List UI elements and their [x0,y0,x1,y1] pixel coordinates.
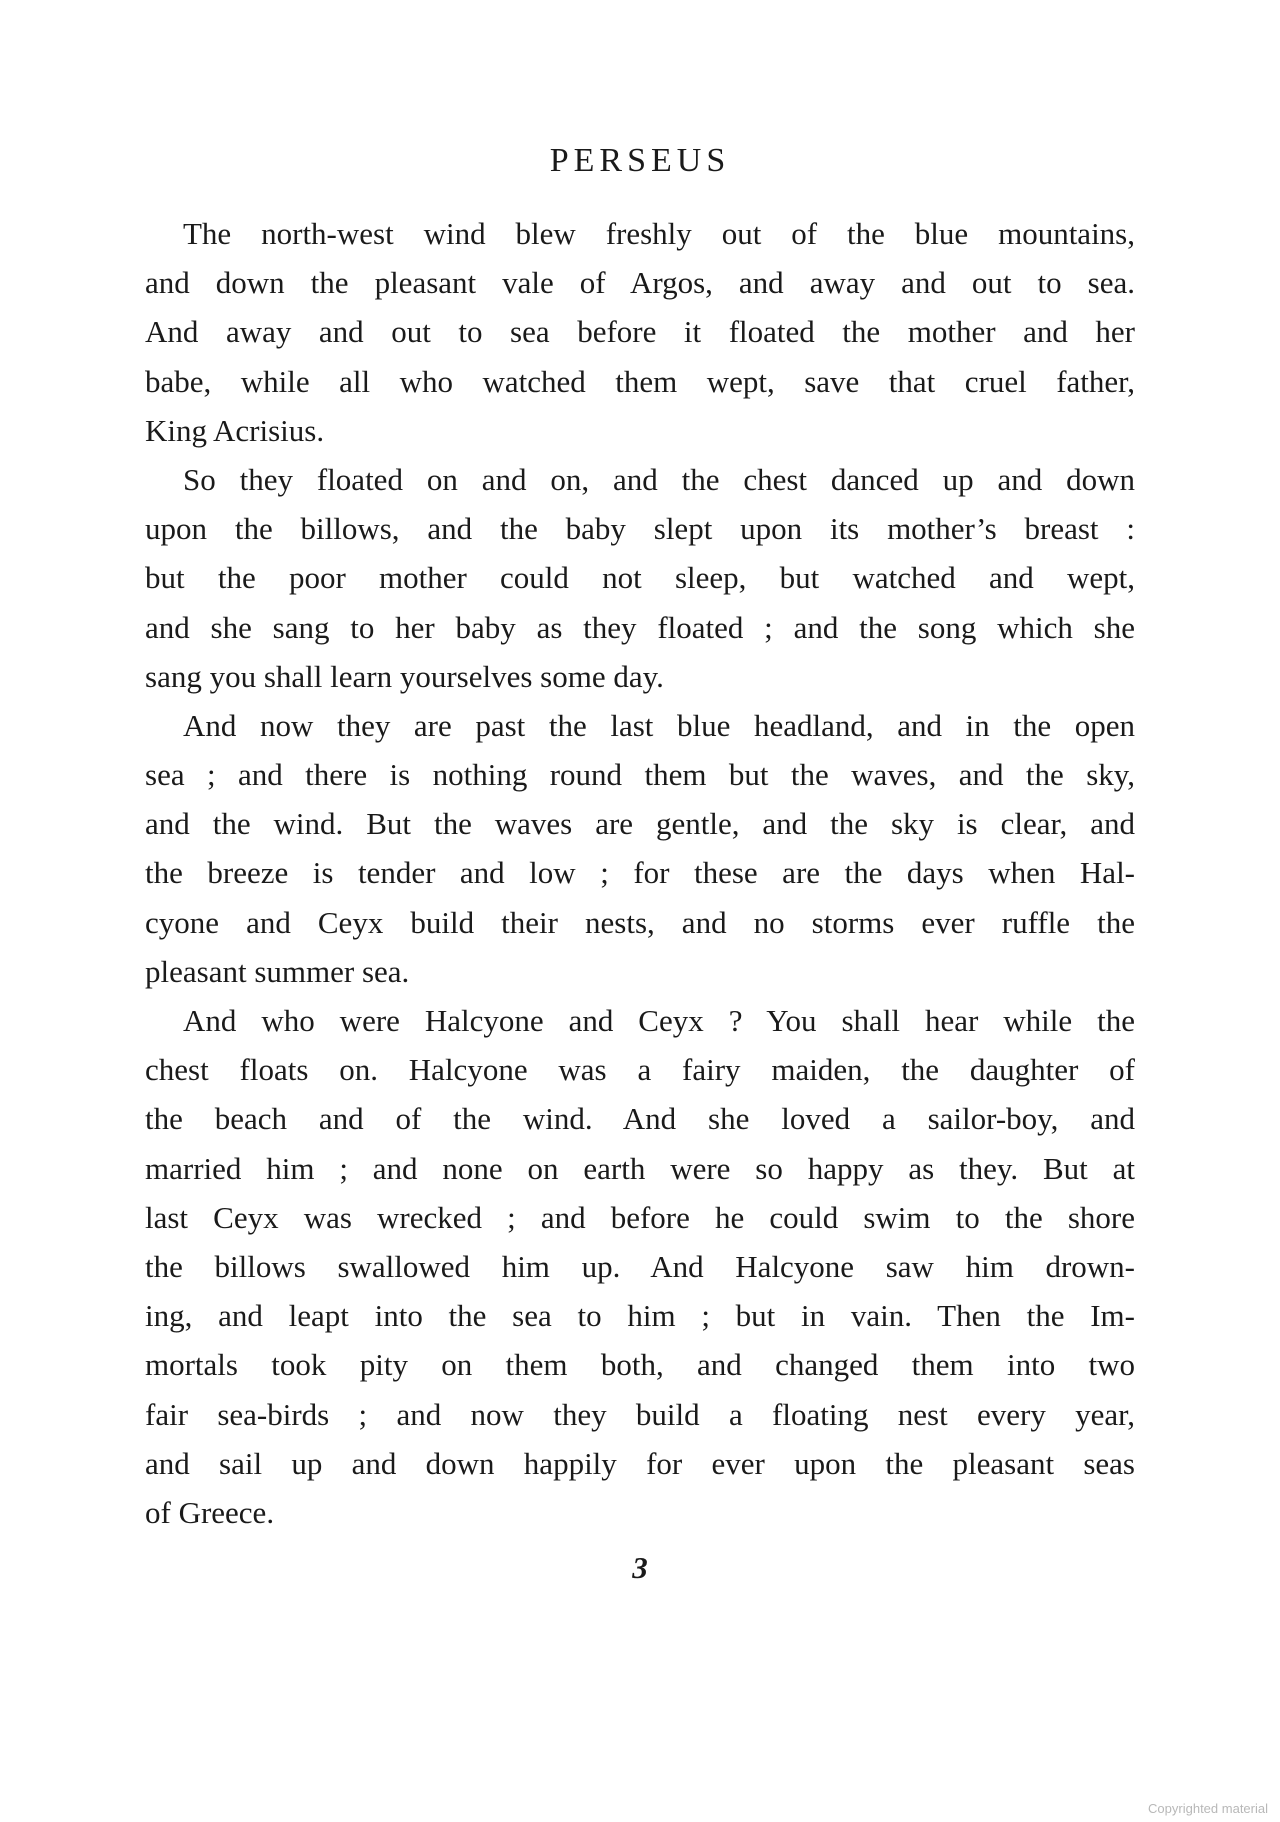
body-text [145,209,1135,1537]
text-line: pleasant summer sea. [145,953,410,989]
text-line: cyone and Ceyx build their nests, and no storms ever ruffle the [145,904,1135,940]
text-line: and down the pleasant vale of Argos, and away and out to sea. [145,265,1135,301]
text-line: last Ceyx was wrecked ; and before he could swim to the shore [145,1199,1135,1235]
text-line: babe, while all who watched them wept, save that cruel father, [145,363,1135,399]
text-line: King Acrisius. [145,412,325,448]
text-line: and the wind. But the waves are gentle, and the sky is clear, and [145,806,1135,842]
text-line: and she sang to her baby as they floated ; and the song which she [145,609,1135,645]
text-line: the breeze is tender and low ; for these are the days when Hal- [145,855,1135,891]
text-line: The north-west wind blew freshly out of the blue mountains, [183,216,1135,251]
text-line: and sail up and down happily for ever upon the pleasant seas [145,1445,1135,1481]
text-line: married him ; and none on earth were so happy as they. But at [145,1150,1135,1186]
running-head: PERSEUS [549,142,731,179]
text-line: of Greece. [145,1494,275,1530]
text-line: sang you shall learn yourselves some day. [145,658,664,694]
text-line: So they floated on and on, and the chest danced up and down [183,461,1135,497]
text-line: the beach and of the wind. And she loved a sailor-boy, and [145,1101,1135,1137]
paragraph [145,996,1135,1537]
text-line: And now they are past the last blue headland, and in the open [183,707,1135,743]
text-line: but the poor mother could not sleep, but watched and wept, [145,560,1135,596]
text-line: upon the billows, and the baby slept upon its mother’s breast : [145,511,1135,547]
text-line: sea ; and there is nothing round them but the waves, and the sky, [145,757,1135,793]
page-number: 3 [632,1550,648,1585]
paragraph [145,455,1135,701]
text-line: chest floats on. Halcyone was a fairy maiden, the daughter of [145,1052,1135,1088]
text-line: And away and out to sea before it floated the mother and her [145,314,1135,350]
copyright-watermark: Copyrighted material [1148,1801,1268,1816]
text-line: And who were Halcyone and Ceyx ? You shall hear while the [183,1003,1135,1038]
text-line: ing, and leapt into the sea to him ; but in vain. Then the Im- [145,1298,1135,1334]
text-line: fair sea-birds ; and now they build a floating nest every year, [145,1396,1135,1432]
text-line: mortals took pity on them both, and changed them into two [145,1347,1135,1383]
paragraph [145,701,1135,996]
text-line: the billows swallowed him up. And Halcyone saw him drown- [145,1248,1135,1284]
paragraph [145,209,1135,455]
